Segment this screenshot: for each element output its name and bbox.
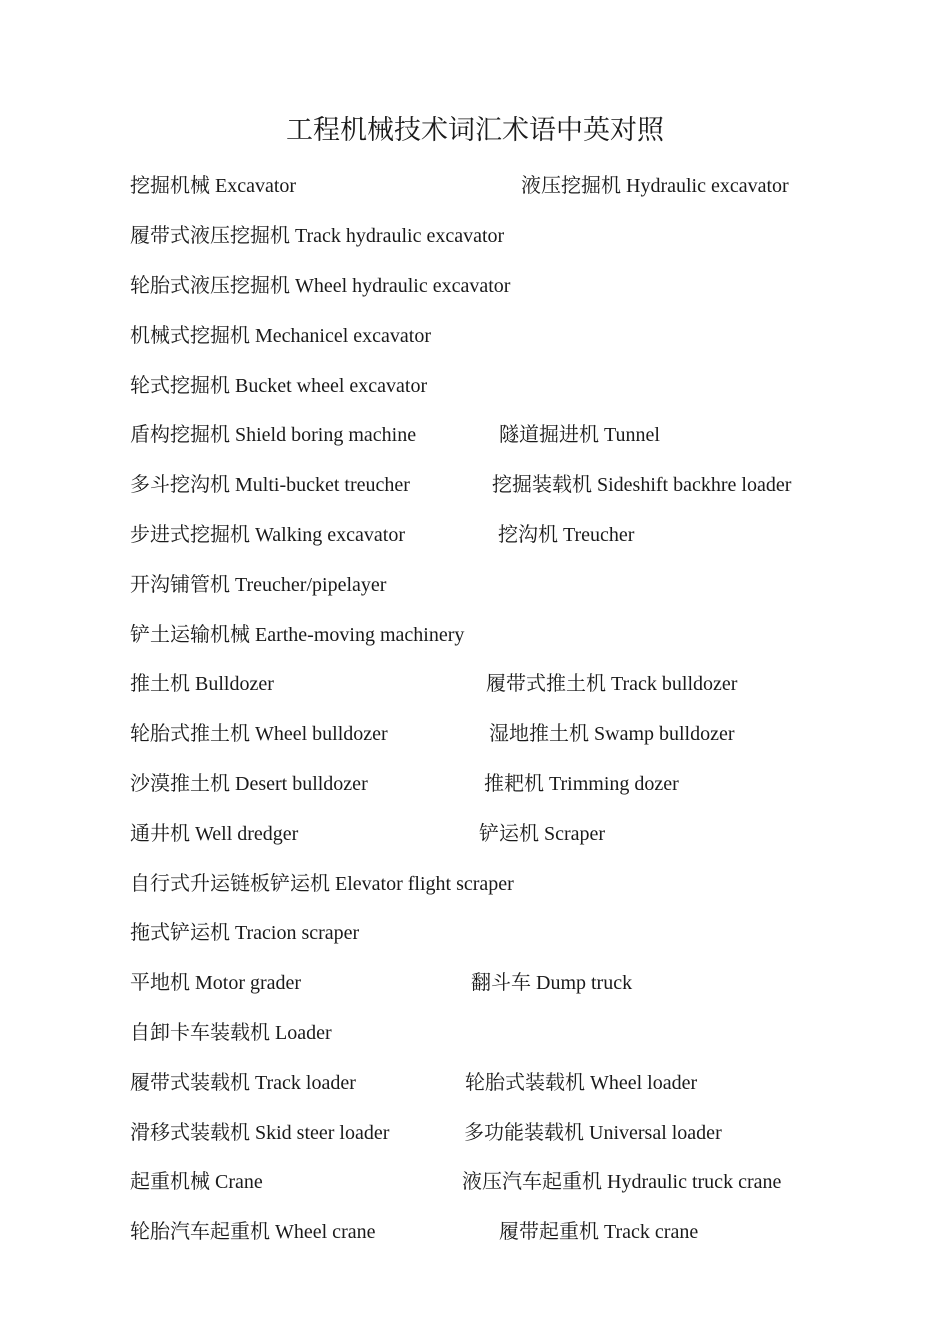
term-row [0,371,950,401]
term-row [0,420,950,450]
term-entry-left: 滑移式装载机 Skid steer loader [130,1122,390,1144]
term-row [0,1118,950,1148]
term-entry-right: 履带起重机 Track crane [499,1221,699,1243]
term-row [0,620,950,650]
term-entry-left: 自行式升运链板铲运机 Elevator flight scraper [130,873,514,895]
term-row [0,171,950,201]
term-row [0,819,950,849]
term-row [0,520,950,550]
term-entry-right: 液压汽车起重机 Hydraulic truck crane [462,1171,782,1193]
term-entry-right: 多功能装载机 Universal loader [464,1122,722,1144]
term-row [0,1018,950,1048]
term-entry-right: 隧道掘进机 Tunnel [499,424,660,446]
term-row [0,669,950,699]
term-entry-left: 轮胎式推土机 Wheel bulldozer [130,723,388,745]
term-entry-left: 盾构挖掘机 Shield boring machine [130,424,417,446]
term-entry-left: 轮式挖掘机 Bucket wheel excavator [130,375,428,397]
term-entry-left: 履带式装载机 Track loader [130,1072,356,1094]
term-row [0,1167,950,1197]
term-row [0,719,950,749]
term-row [0,271,950,301]
term-row [0,968,950,998]
term-row [0,470,950,500]
term-row [0,769,950,799]
term-entry-left: 轮胎汽车起重机 Wheel crane [130,1221,376,1243]
term-row [0,918,950,948]
term-entry-right: 推耙机 Trimming dozer [484,773,679,795]
term-entry-left: 通井机 Well dredger [130,823,299,845]
term-row [0,321,950,351]
term-entry-left: 平地机 Motor grader [130,972,302,994]
term-entry-right: 轮胎式装载机 Wheel loader [465,1072,698,1094]
term-entry-left: 推土机 Bulldozer [130,673,274,695]
term-entry-left: 开沟铺管机 Treucher/pipelayer [130,574,387,596]
term-entry-left: 步进式挖掘机 Walking excavator [130,524,405,546]
term-entry-left: 挖掘机械 Excavator [130,175,297,197]
term-entry-left: 起重机械 Crane [130,1171,263,1193]
term-row [0,221,950,251]
term-entry-left: 自卸卡车装载机 Loader [130,1022,332,1044]
term-row [0,570,950,600]
term-entry-right: 挖沟机 Treucher [498,524,635,546]
term-row [0,869,950,899]
term-entry-left: 沙漠推土机 Desert bulldozer [130,773,368,795]
term-row [0,1068,950,1098]
term-entry-right: 液压挖掘机 Hydraulic excavator [521,175,789,197]
term-entry-left: 机械式挖掘机 Mechanicel excavator [130,325,432,347]
term-entry-right: 湿地推土机 Swamp bulldozer [489,723,735,745]
page-title: 工程机械技术词汇术语中英对照 [286,115,664,145]
term-row [0,1217,950,1247]
term-entry-left: 铲土运输机械 Earthe-moving machinery [130,624,465,646]
term-entry-right: 铲运机 Scraper [479,823,606,845]
term-entry-left: 拖式铲运机 Tracion scraper [130,922,360,944]
term-entry-right: 挖掘装载机 Sideshift backhre loader [492,474,792,496]
term-entry-left: 轮胎式液压挖掘机 Wheel hydraulic excavator [130,275,511,297]
term-entry-right: 翻斗车 Dump truck [471,972,633,994]
term-entry-right: 履带式推土机 Track bulldozer [486,673,738,695]
term-entry-left: 多斗挖沟机 Multi-bucket treucher [130,474,410,496]
term-entry-left: 履带式液压挖掘机 Track hydraulic excavator [130,225,505,247]
